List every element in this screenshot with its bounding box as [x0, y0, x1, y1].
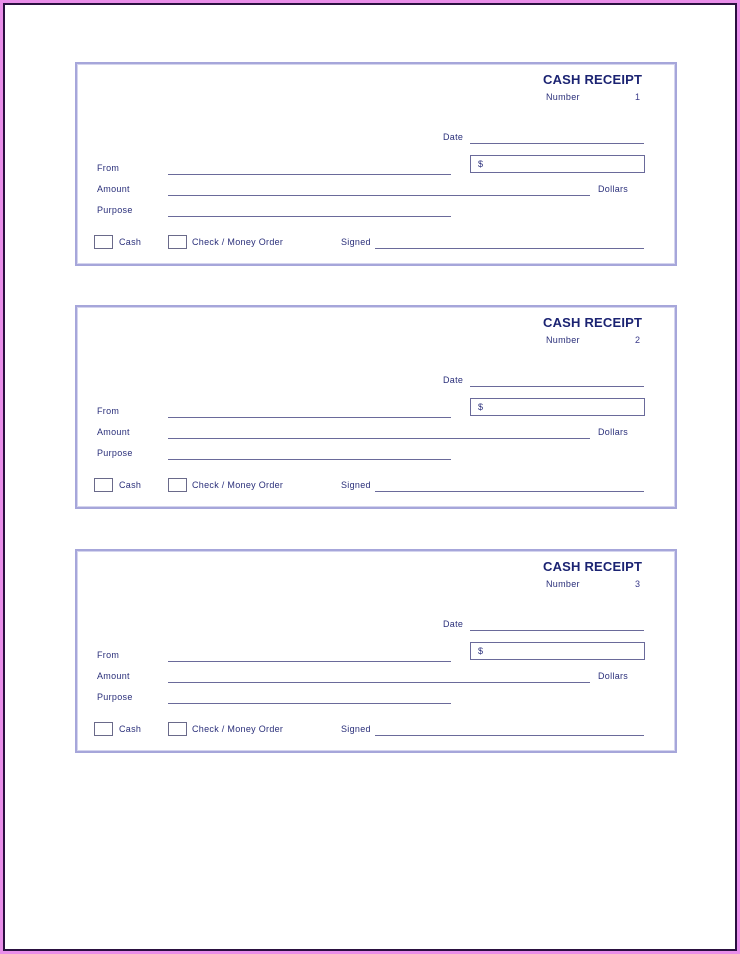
amount-words-field[interactable]	[168, 195, 590, 196]
purpose-label: Purpose	[97, 448, 133, 458]
check-money-order-label: Check / Money Order	[192, 237, 284, 247]
date-field[interactable]	[470, 143, 644, 144]
number-label: Number	[546, 92, 580, 102]
signature-field[interactable]	[375, 735, 644, 736]
from-field[interactable]	[168, 174, 451, 175]
purpose-field[interactable]	[168, 459, 451, 460]
check-money-order-checkbox[interactable]	[168, 722, 187, 736]
purpose-label: Purpose	[97, 692, 133, 702]
from-field[interactable]	[168, 661, 451, 662]
purpose-field[interactable]	[168, 703, 451, 704]
receipt-title: CASH RECEIPT	[543, 72, 643, 87]
date-label: Date	[443, 132, 464, 142]
receipt-number: 3	[635, 579, 641, 589]
receipt-number: 1	[635, 92, 641, 102]
date-label: Date	[443, 619, 464, 629]
amount-words-field[interactable]	[168, 682, 590, 683]
from-field[interactable]	[168, 417, 451, 418]
cash-receipt-2	[75, 305, 677, 509]
signed-label: Signed	[341, 237, 371, 247]
signed-label: Signed	[341, 480, 371, 490]
number-label: Number	[546, 579, 580, 589]
receipt-title: CASH RECEIPT	[543, 559, 643, 574]
cash-checkbox[interactable]	[94, 722, 113, 736]
date-field[interactable]	[470, 630, 644, 631]
dollar-amount-box[interactable]	[470, 155, 645, 173]
amount-label: Amount	[97, 184, 130, 194]
check-money-order-checkbox[interactable]	[168, 478, 187, 492]
signature-field[interactable]	[375, 491, 644, 492]
purpose-label: Purpose	[97, 205, 133, 215]
date-field[interactable]	[470, 386, 644, 387]
cash-label: Cash	[119, 237, 142, 247]
cash-label: Cash	[119, 724, 142, 734]
check-money-order-label: Check / Money Order	[192, 480, 284, 490]
from-label: From	[97, 163, 120, 173]
from-label: From	[97, 650, 120, 660]
amount-label: Amount	[97, 427, 130, 437]
receipt-page	[3, 3, 737, 951]
date-label: Date	[443, 375, 464, 385]
dollar-sign: $	[478, 159, 484, 169]
signed-label: Signed	[341, 724, 371, 734]
receipt-number: 2	[635, 335, 641, 345]
dollar-sign: $	[478, 402, 484, 412]
receipt-title: CASH RECEIPT	[543, 315, 643, 330]
signature-field[interactable]	[375, 248, 644, 249]
amount-label: Amount	[97, 671, 130, 681]
dollar-amount-box[interactable]	[470, 398, 645, 416]
from-label: From	[97, 406, 120, 416]
amount-words-field[interactable]	[168, 438, 590, 439]
dollars-label: Dollars	[598, 427, 629, 437]
dollar-amount-box[interactable]	[470, 642, 645, 660]
check-money-order-checkbox[interactable]	[168, 235, 187, 249]
dollars-label: Dollars	[598, 184, 629, 194]
cash-label: Cash	[119, 480, 142, 490]
number-label: Number	[546, 335, 580, 345]
cash-checkbox[interactable]	[94, 235, 113, 249]
cash-checkbox[interactable]	[94, 478, 113, 492]
cash-receipt-1	[75, 62, 677, 266]
cash-receipt-3	[75, 549, 677, 753]
dollars-label: Dollars	[598, 671, 629, 681]
check-money-order-label: Check / Money Order	[192, 724, 284, 734]
dollar-sign: $	[478, 646, 484, 656]
purpose-field[interactable]	[168, 216, 451, 217]
